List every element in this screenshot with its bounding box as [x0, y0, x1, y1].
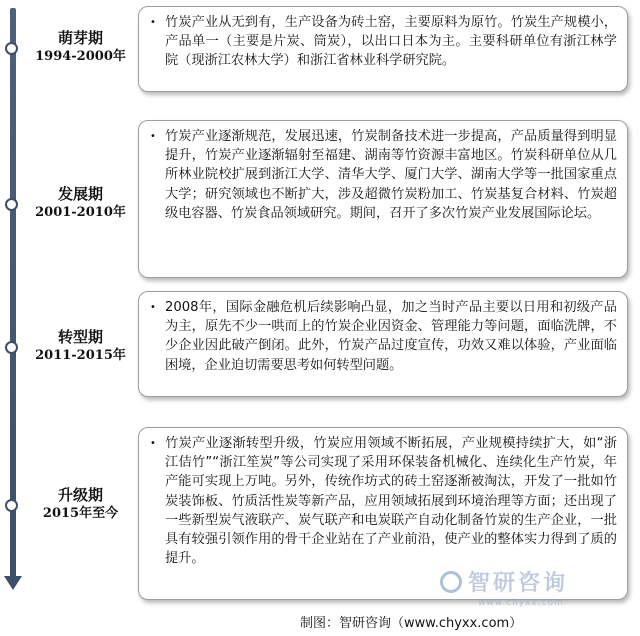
- period-description: 2008年，国际金融危机后续影响凸显，加之当时产品主要以日用和初级产品为主，原先不少一哄而上的竹炭企业因资金、管理能力等问题，面临洗牌，不少企业因此破产倒闭。此外，竹炭产品过度宣传，功效又难以体验，产业面临困境，企业迫切需要思考如何转型问题。: [165, 300, 617, 373]
- period-label-2: [28, 184, 133, 222]
- period-years: 1994-2000年: [35, 49, 126, 64]
- period-years: 2015年至今: [42, 506, 119, 521]
- period-description-box-3: [138, 291, 628, 397]
- period-label-1: [28, 28, 133, 66]
- bullet-icon: •: [150, 17, 156, 28]
- period-label-3: [28, 327, 133, 365]
- period-description: 竹炭产业逐渐转型升级，竹炭应用领域不断拓展，产业规模持续扩大，如“浙江佶竹”“浙江笙炭”等公司实现了采用环保装备机械化、连续化生产竹炭，年产能可实现上万吨。另外，传统作坊式的砖土窑逐渐被淘汰，开发了一批如竹炭装饰板、竹质活性炭等新产品，应用领域拓展到环境治理等方面；还出现了一些新型炭气液联产、炭气联产和电炭联产自动化制备竹炭的生产企业，一批具有较强引领作用的骨干企业站在了产业前沿，使产业的整体实力得到了质的提升。: [165, 436, 617, 567]
- period-label-4: [28, 485, 133, 523]
- timeline-node-4: [5, 499, 18, 512]
- bullet-icon: •: [150, 131, 156, 142]
- timeline-node-3: [5, 341, 18, 354]
- period-years: 2001-2010年: [35, 205, 126, 220]
- period-description: 竹炭产业逐渐规范，发展迅速，竹炭制备技术进一步提高，产品质量得到明显提升，竹炭产业逐渐辐射至福建、湖南等竹资源丰富地区。竹炭科研单位从几所林业院校扩展到浙江大学、清华大学、厦门大学、湖南大学等一批国家重点大学；研究领域也不断扩大，涉及超微竹炭粉加工、竹炭基复合材料、竹炭超级电容器、竹炭食品领域研究。期间，召开了多次竹炭产业发展国际论坛。: [165, 129, 617, 221]
- arrow-down-icon: [4, 576, 22, 590]
- logo-icon: [440, 571, 462, 593]
- period-name: 萌芽期: [57, 29, 103, 47]
- source-note: 制图：智研咨询（www.chyxx.com）: [300, 616, 523, 631]
- timeline-node-1: [5, 42, 18, 55]
- watermark: [440, 566, 568, 597]
- watermark-brand: 智研咨询: [468, 571, 569, 596]
- period-description-box-2: [138, 120, 628, 278]
- period-name: 发展期: [57, 185, 103, 203]
- bullet-icon: •: [150, 302, 156, 313]
- bullet-icon: •: [150, 438, 156, 449]
- timeline-node-2: [5, 198, 18, 211]
- timeline-axis: [10, 8, 16, 578]
- watermark-url: www.chyxx.com: [478, 598, 564, 608]
- period-description: 竹炭产业从无到有，生产设备为砖土窑，主要原料为原竹。竹炭生产规模小，产品单一（主要是片炭、筒炭），以出口日本为主。主要科研单位有浙江林学院（现浙江农林大学）和浙江省林业科学研究院。: [165, 15, 617, 69]
- period-years: 2011-2015年: [35, 348, 126, 363]
- period-name: 转型期: [57, 328, 103, 346]
- period-description-box-1: [138, 6, 628, 92]
- period-name: 升级期: [57, 486, 103, 504]
